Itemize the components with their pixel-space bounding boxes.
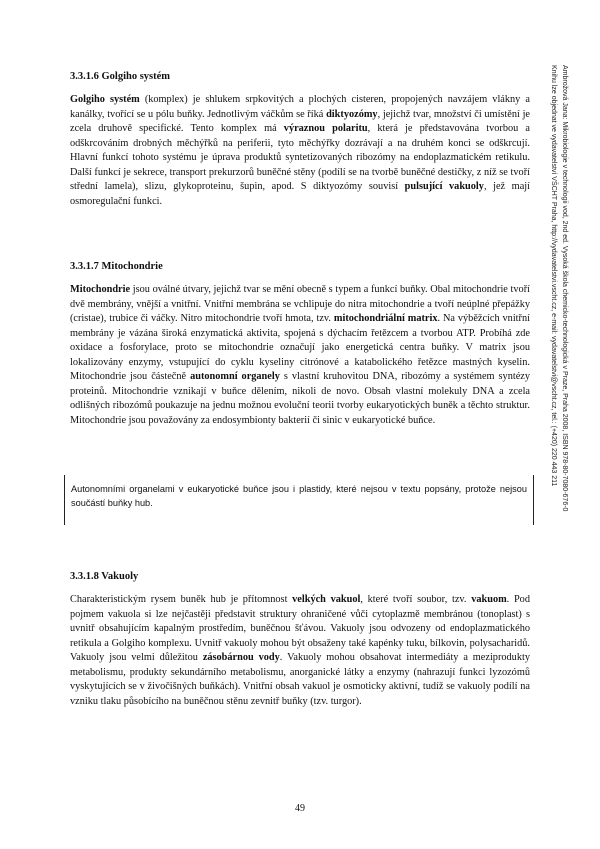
text-run: Charakteristickým rysem buněk hub je přítomnost — [70, 594, 293, 605]
bold-term: Mitochondrie — [70, 284, 131, 295]
text-run: jsou oválné útvary, jejichž tvar se mění obecně s typem a funkcí buňky. Obal mitochondrie tvoří dvě membrány, vnější a vnitřní. Vnitřní membrána se vchlipuje do nitra mitochondrie a tvoří neúplné přepážky (cristae), trubice či váčky. Nitro mitochondrie tvoří hmota, tzv. — [70, 284, 530, 324]
section-heading: 3.3.1.6 Golgiho systém — [70, 71, 171, 82]
bold-term: diktyozómy — [326, 108, 378, 120]
text-run: . Vakuoly mohou obsahovat intermediáty a meziprodukty metabolismu, produkty sekundárního metabolismu, anorganické látky a enzymy (nahrazují funkci lyzozómů vyskytujících se v živočišných buňkách). Vnitřní obsah vakuol je osmoticky aktivní, tudíž se vakuoly podílí na vzniku tlaku působícího na buněčnou stěnu zevnitř buňky (tzv. turgor). — [70, 652, 530, 707]
text-run: . Pod pojmem vakuola si lze nejčastěji představit struktury ohraničené vůči cytoplazmě membránou (tonoplast) s uvnitř obsahujícím kapalným prostředím, buněčnou šťávou. Vakuoly jsou odvozeny od endoplazmatického retikula a Golgiho komplexu. Uvnitř vakuoly mohou být obsaženy také kapénky tuku, bílkovin, polysacharidů. Vakuoly jsou velmi důležitou — [70, 594, 530, 663]
bold-term: autonomní organely — [190, 371, 280, 382]
page-number: 49 — [295, 803, 305, 814]
section-paragraph — [70, 283, 530, 428]
text-run: , jejichž tvar, množství či umístění je zcela druhově specifické. Tento komplex má — [70, 108, 530, 134]
text-run: , které tvoří soubor, tzv. — [360, 594, 472, 605]
text-run: (komplex) je shlukem srpkovitých a plochých cisteren, propojených navzájem vlákny a kanálky, tvořící se u pólu buňky. Jednotlivým váčkům se říká — [70, 94, 530, 120]
section-heading: 3.3.1.7 Mitochondrie — [70, 261, 163, 272]
note-box — [64, 475, 534, 525]
bold-term: Golgiho systém — [70, 94, 140, 105]
text-run: . Na výběžcích vnitřní membrány je vázána široká enzymatická aktivita, spojená s dýchacím řetězcem a tvorbou ATP. Probíhá zde oxidace a fosforylace, proto se mitochondrie označují jako energetická centra buňky. V matrix jsou lokalizovány enzymy, vstupující do cyklu kyseliny citrónové a katabolického řetězce mastných kyselin. Mitochondrie jsou částečně — [70, 313, 530, 382]
bold-term: vakuom — [471, 594, 507, 605]
text-run: s vlastní kruhovitou DNA, ribozómy a systémem syntézy proteinů. Mitochondrie vznikají v buňce dělením, nikoli de novo. Obsah vlastní molekuly DNA a zcela odlišných ribozómů poukazuje na jednu možnou evoluční teorii tvorby eukaryotických buněk a těchto struktur. Mitochondrie jsou považovány za endosymbionty bakterií či sinic v eukaryotické buňce. — [70, 371, 530, 426]
section-paragraph — [70, 93, 530, 209]
side-citation — [548, 65, 592, 605]
section-mitochondria — [70, 260, 530, 428]
bold-term: zásobárnou vody — [202, 652, 280, 663]
section-golgi — [70, 70, 530, 209]
side-citation-line: Knihu lze objednat ve vydavatelství VŠCHT Praha, http://vydavatelstvi.vscht.cz, e-mail: vydavatelstvi@vscht.cz, tel.: (+420) 220 443 211 — [550, 65, 557, 487]
text-run: , která je představována tvorbou a odškrcováním drobných měchýřků na periferii, tyto měchýřky dozrávají a na druhém konci se odškrcují. Hlavní funkcí tohoto systému je úprava produktů syntetizovaných ribozómy na endoplazmatickém retikulu. Další funkcí je sekrece, transport prekurzorů buněčné stěny (podílí se na tvorbě buněčné destičky, z níž se tvoří střední lamela), slizu, glykoproteinu, šupin, apod. S diktyozómy souvisí — [70, 123, 530, 192]
bold-term: výraznou polaritu — [283, 123, 368, 134]
note-text: Autonomními organelami v eukaryotické buňce jsou i plastidy, které nejsou v textu popsány, protože nejsou součástí buňky hub. — [71, 484, 527, 508]
bold-term: mitochondriální matrix — [333, 313, 438, 324]
side-citation-text — [548, 65, 570, 605]
text-run: , jež mají osmoregulační funkci. — [70, 181, 530, 207]
side-citation-line: Ambrožová Jana: Mikrobiologie v technologii vod, 2nd ed. Vysoká škola chemicko-technologická v Praze, Praha 2008, ISBN 978-80-7080-676-0 — [561, 65, 568, 512]
bold-term: velkých vakuol — [292, 594, 361, 605]
section-vacuoles — [70, 570, 530, 709]
section-heading: 3.3.1.8 Vakuoly — [70, 571, 139, 582]
section-paragraph — [70, 593, 530, 709]
bold-term: pulsující vakuoly — [404, 181, 484, 192]
